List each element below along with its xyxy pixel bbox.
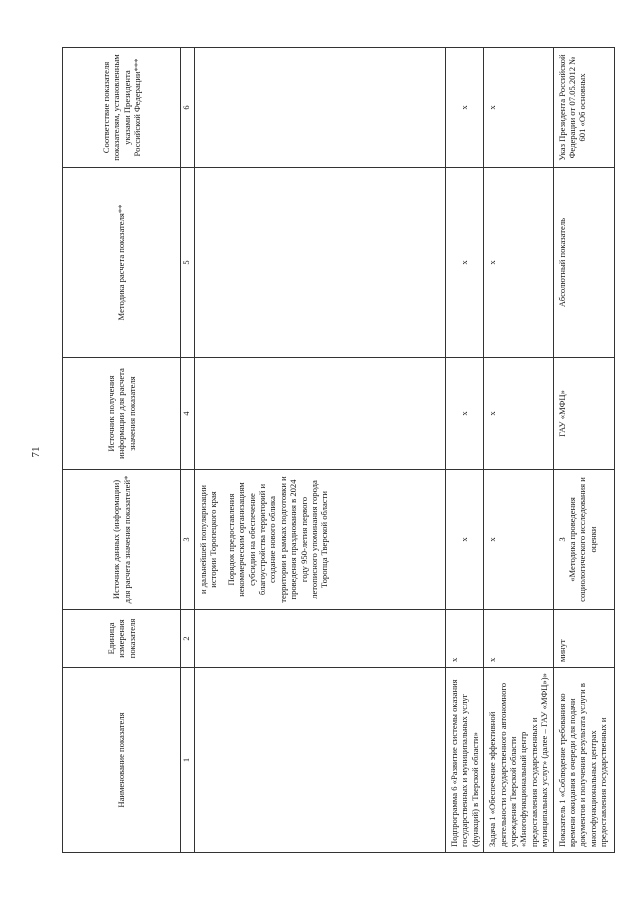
column-number: 5 <box>181 168 195 358</box>
indicators-table <box>62 47 615 853</box>
header-row <box>63 48 181 853</box>
indicator-row <box>553 48 614 853</box>
header-indicator-name: Наименование показателя <box>63 668 181 853</box>
indicator-method: Абсолютный показатель <box>553 168 614 358</box>
task-row <box>484 48 553 853</box>
column-number: 6 <box>181 48 195 168</box>
continuation-data-source-cell <box>195 470 446 610</box>
continuation-text-1: и дальнейшей популяризации истории Торопецкого края <box>198 485 219 594</box>
indicator-data-source-number: 3 <box>556 537 567 542</box>
continuation-text-2: Порядок предоставления некоммерческим организациям субсидии на обеспечение благоустройства территорий и создание нового облика территории в рамках подготовки и проведения празднования в 2024 году 950-летия первого летописного упоминания города Торопца Тверской области <box>225 476 330 603</box>
task-name: Задача 1 «Обеспечение эффективной деятельности государственного автономного учреждения Тверской области «Многофункциональный центр предоставления государственных и муниципальных услуг» (далее – ГАУ «МФЦ»)» <box>484 668 553 853</box>
column-number: 3 <box>181 470 195 610</box>
subprogram-name: Подпрограмма 6 «Развитие системы оказания государственных и муниципальных услуг (функций) в Тверской области» <box>446 668 484 853</box>
subprogram-data-source: х <box>446 470 484 610</box>
continuation-decree-cell <box>195 48 446 168</box>
column-number: 1 <box>181 668 195 853</box>
task-method: х <box>484 168 553 358</box>
continuation-info-source-cell <box>195 358 446 470</box>
header-info-source: Источник получения информации для расчета значения показателя <box>63 358 181 470</box>
subprogram-decree: х <box>446 48 484 168</box>
task-unit: х <box>484 610 553 668</box>
column-number: 2 <box>181 610 195 668</box>
subprogram-row <box>446 48 484 853</box>
continuation-row <box>195 48 446 853</box>
page-number: 71 <box>30 446 42 458</box>
rotated-table-container <box>62 48 609 853</box>
indicator-name: Показатель 1 «Соблюдение требования ко времени ожидания в очереди для подачи документов и получения результата услуги в многофункциональных центрах предоставления государственных и <box>553 668 614 853</box>
header-unit: Единица измерения показателя <box>63 610 181 668</box>
indicator-unit: минут <box>553 610 614 668</box>
indicator-data-source: «Методика проведения социологического исследования и оценки <box>567 477 598 602</box>
header-decree: Соответствие показателя показателям, установленным указами Президента Российской Федерации*** <box>63 48 181 168</box>
continuation-name-cell <box>195 668 446 853</box>
header-method: Методика расчета показателя** <box>63 168 181 358</box>
column-numbers-row <box>181 48 195 853</box>
task-decree: х <box>484 48 553 168</box>
continuation-unit-cell <box>195 610 446 668</box>
indicator-decree: Указ Президента Российской Федерации от 07.05.2012 № 601 «Об основных <box>553 48 614 168</box>
task-info-source: х <box>484 358 553 470</box>
indicator-info-source: ГАУ «МФЦ» <box>553 358 614 470</box>
subprogram-unit: х <box>446 610 484 668</box>
subprogram-info-source: х <box>446 358 484 470</box>
header-data-source: Источник данных (информации) для расчета значения показателей* <box>63 470 181 610</box>
continuation-method-cell <box>195 168 446 358</box>
column-number: 4 <box>181 358 195 470</box>
indicator-data-source-cell <box>553 470 614 610</box>
task-data-source: х <box>484 470 553 610</box>
subprogram-method: х <box>446 168 484 358</box>
